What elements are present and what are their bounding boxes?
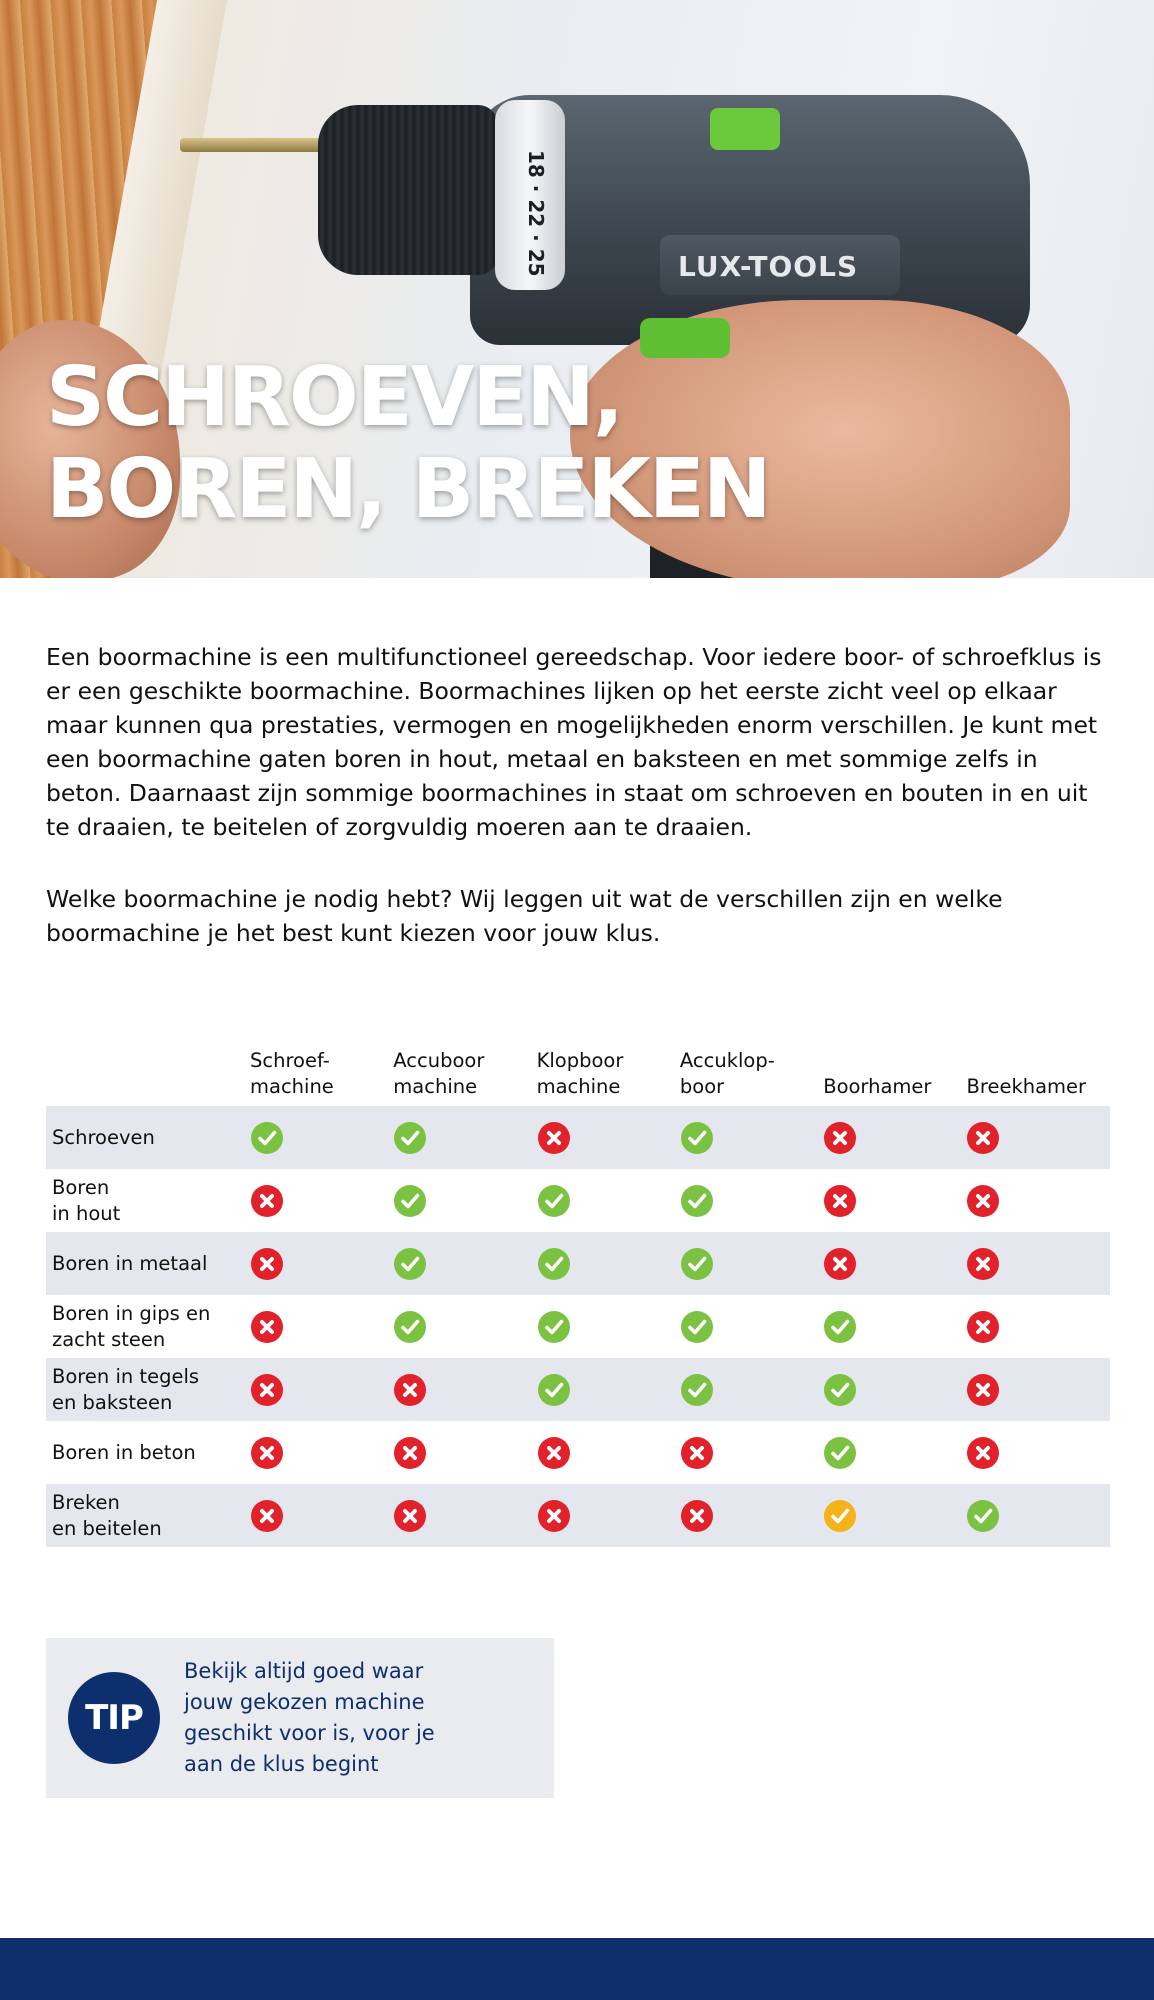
- column-header: Klopboor machine: [536, 1049, 624, 1098]
- cross-icon: [393, 1499, 427, 1533]
- check-icon: [823, 1436, 857, 1470]
- table-cell: [393, 1310, 536, 1344]
- table-cell: [823, 1184, 966, 1218]
- table-header: [46, 1043, 1110, 1100]
- column-header: Accuboor machine: [393, 1049, 485, 1098]
- cross-icon: [250, 1310, 284, 1344]
- intro-paragraph-2: Welke boormachine je nodig hebt? Wij leggen uit wat de verschillen zijn en welke boormachine je het best kunt kiezen voor jouw klus.: [46, 885, 1003, 947]
- row-label: Breken en beitelen: [52, 1490, 162, 1540]
- cross-icon: [680, 1499, 714, 1533]
- table-cell: [537, 1436, 680, 1470]
- check-icon: [393, 1121, 427, 1155]
- table-cell: [393, 1499, 536, 1533]
- check-icon: [393, 1247, 427, 1281]
- column-header: Boorhamer: [823, 1075, 932, 1098]
- drill-bit: [180, 138, 325, 152]
- check-icon: [393, 1310, 427, 1344]
- table-cell: [680, 1436, 823, 1470]
- check-icon: [680, 1247, 714, 1281]
- check-icon: [537, 1310, 571, 1344]
- table-cell: [966, 1121, 1109, 1155]
- table-cell: [393, 1121, 536, 1155]
- table-cell: [966, 1499, 1109, 1533]
- table-cell: [537, 1499, 680, 1533]
- table-cell: [393, 1436, 536, 1470]
- check-icon: [680, 1310, 714, 1344]
- table-row: [46, 1358, 1110, 1421]
- table-row: [46, 1232, 1110, 1295]
- row-label: Boren in hout: [52, 1175, 121, 1225]
- check-icon: [680, 1121, 714, 1155]
- table-cell: [537, 1373, 680, 1407]
- table-cell: [823, 1373, 966, 1407]
- cross-icon: [537, 1121, 571, 1155]
- tip-badge: [68, 1672, 160, 1764]
- cross-icon: [966, 1247, 1000, 1281]
- row-label: Boren in gips en zacht steen: [52, 1301, 211, 1351]
- check-icon: [537, 1373, 571, 1407]
- drill-brand: LUX-TOOLS: [678, 250, 859, 283]
- cross-icon: [680, 1436, 714, 1470]
- table-cell: [966, 1310, 1109, 1344]
- table-cell: [680, 1499, 823, 1533]
- cross-icon: [250, 1436, 284, 1470]
- title-line-2: BOREN, BREKEN: [46, 442, 770, 537]
- tip-badge-label: TIP: [85, 1698, 143, 1738]
- table-cell: [537, 1121, 680, 1155]
- cross-icon: [250, 1184, 284, 1218]
- cross-icon: [823, 1121, 857, 1155]
- table-body: [46, 1106, 1110, 1547]
- table-cell: [966, 1247, 1109, 1281]
- footer-bar: [0, 1938, 1154, 2000]
- intro-text: [46, 640, 1116, 988]
- table-cell: [823, 1247, 966, 1281]
- table-cell: [393, 1373, 536, 1407]
- table-cell: [966, 1373, 1109, 1407]
- table-cell: [537, 1184, 680, 1218]
- check-icon: [680, 1184, 714, 1218]
- cross-icon: [966, 1373, 1000, 1407]
- table-cell: [250, 1310, 393, 1344]
- cross-icon: [250, 1247, 284, 1281]
- table-cell: [250, 1373, 393, 1407]
- cross-icon: [823, 1184, 857, 1218]
- drill-switch: [710, 108, 780, 150]
- row-label: Boren in metaal: [52, 1251, 208, 1275]
- check-icon: [393, 1184, 427, 1218]
- table-cell: [680, 1121, 823, 1155]
- table-cell: [393, 1247, 536, 1281]
- check-icon: [823, 1310, 857, 1344]
- table-cell: [823, 1121, 966, 1155]
- table-row: [46, 1106, 1110, 1169]
- table-cell: [680, 1184, 823, 1218]
- table-cell: [537, 1247, 680, 1281]
- table-cell: [823, 1436, 966, 1470]
- column-header: Accuklop- boor: [679, 1049, 775, 1098]
- table-cell: [823, 1499, 966, 1533]
- table-cell: [393, 1184, 536, 1218]
- cross-icon: [250, 1499, 284, 1533]
- cross-icon: [250, 1373, 284, 1407]
- drill-chuck: [318, 105, 498, 275]
- comparison-table: [46, 1043, 1110, 1547]
- hero-image: [0, 0, 1154, 578]
- table-cell: [823, 1310, 966, 1344]
- row-label: Schroeven: [52, 1125, 155, 1149]
- cross-icon: [537, 1436, 571, 1470]
- table-row: [46, 1295, 1110, 1358]
- table-row: [46, 1169, 1110, 1232]
- check-icon: [680, 1373, 714, 1407]
- page-title: [46, 352, 770, 536]
- check-icon: [823, 1373, 857, 1407]
- table-cell: [680, 1247, 823, 1281]
- intro-paragraph-1: Een boormachine is een multifunctioneel gereedschap. Voor iedere boor- of schroefklus is er een geschikte boormachine. Boormachines lijken op het eerste zicht veel op elkaar maar kunnen qua prestaties, vermogen en mogelijkheden enorm verschillen. Je kunt met een boormachine gaten boren in hout, metaal en baksteen en met sommige zelfs in beton. Daarnaast zijn sommige boormachines in staat om schroeven en bouten in en uit te draaien, te beitelen of zorgvuldig moeren aan te draaien.: [46, 643, 1102, 841]
- title-line-1: SCHROEVEN,: [46, 350, 622, 445]
- table-cell: [966, 1436, 1109, 1470]
- cross-icon: [537, 1499, 571, 1533]
- torque-ring-numbers: 18 · 22 · 25: [524, 150, 548, 277]
- table-cell: [680, 1310, 823, 1344]
- row-label: Boren in tegels en baksteen: [52, 1364, 200, 1414]
- cross-icon: [966, 1121, 1000, 1155]
- table-row: [46, 1484, 1110, 1547]
- table-cell: [250, 1121, 393, 1155]
- cross-icon: [966, 1310, 1000, 1344]
- row-label: Boren in beton: [52, 1440, 196, 1464]
- cross-icon: [393, 1373, 427, 1407]
- cross-icon: [966, 1436, 1000, 1470]
- column-header: Schroef- machine: [250, 1049, 334, 1098]
- check-icon: [966, 1499, 1000, 1533]
- table-cell: [250, 1499, 393, 1533]
- check-icon: [823, 1499, 857, 1533]
- check-icon: [537, 1247, 571, 1281]
- check-icon: [250, 1121, 284, 1155]
- table-cell: [250, 1436, 393, 1470]
- check-icon: [537, 1184, 571, 1218]
- table-cell: [250, 1184, 393, 1218]
- table-cell: [537, 1310, 680, 1344]
- table-cell: [250, 1247, 393, 1281]
- table-row: [46, 1421, 1110, 1484]
- table-cell: [680, 1373, 823, 1407]
- table-cell: [966, 1184, 1109, 1218]
- tip-box: [46, 1638, 554, 1798]
- cross-icon: [393, 1436, 427, 1470]
- cross-icon: [823, 1247, 857, 1281]
- tip-text: Bekijk altijd goed waar jouw gekozen machine geschikt voor is, voor je aan de klus begint: [184, 1659, 435, 1776]
- column-header: Breekhamer: [966, 1075, 1087, 1098]
- cross-icon: [966, 1184, 1000, 1218]
